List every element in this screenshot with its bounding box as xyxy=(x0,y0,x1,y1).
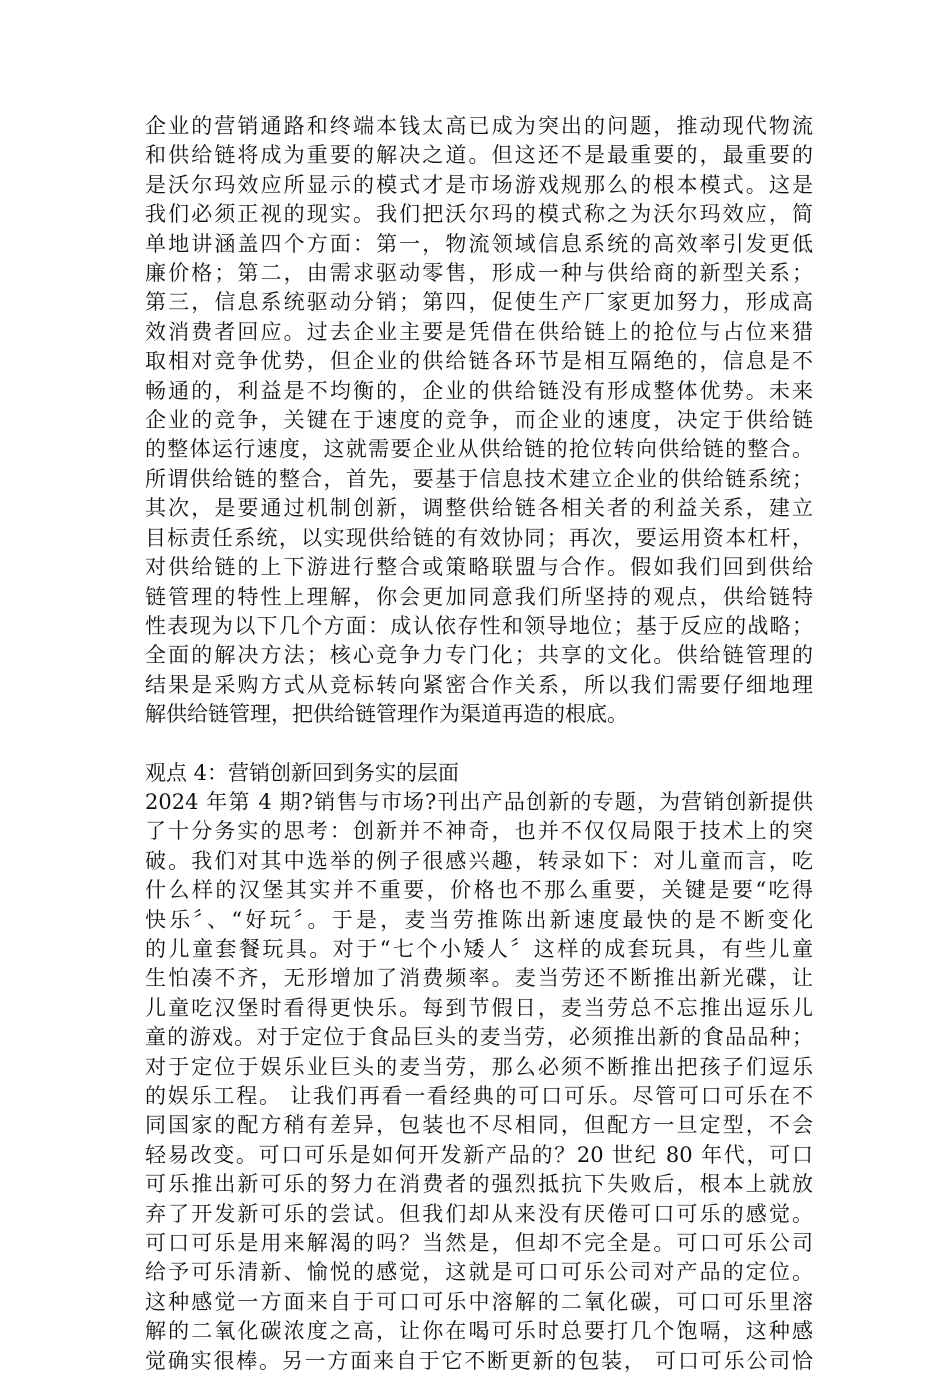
text-line: 什么样的汉堡其实并不重要，价格也不那么重要，关键是要“吃得 xyxy=(145,878,813,903)
text-line: 了十分务实的思考：创新并不神奇，也并不仅仅局限于技术上的突 xyxy=(145,819,813,844)
text-line: 2024 年第 4 期?销售与市场?刊出产品创新的专题，为营销创新提供 xyxy=(145,789,813,814)
text-line: 童的游戏。对于定位于食品巨头的麦当劳，必须推出新的食品品种； xyxy=(145,1025,813,1050)
text-line: 性表现为以下几个方面：成认依存性和领导地位；基于反应的战略； xyxy=(145,613,813,638)
text-line: 解供给链管理，把供给链管理作为渠道再造的根底。 xyxy=(145,702,628,727)
text-line: 给予可乐清新、愉悦的感觉，这就是可口可乐公司对产品的定位。 xyxy=(145,1260,813,1285)
text-line: 快乐〞、“好玩〞。于是，麦当劳推陈出新速度最快的是不断变化 xyxy=(145,907,813,932)
document-page xyxy=(145,112,813,1376)
text-line: 解的二氧化碳浓度之高，让你在喝可乐时总要打几个饱嗝，这种感 xyxy=(145,1319,813,1344)
text-line: 儿童吃汉堡时看得更快乐。每到节假日，麦当劳总不忘推出逗乐儿 xyxy=(145,995,813,1020)
text-line: 的娱乐工程。 让我们再看一看经典的可口可乐。尽管可口可乐在不 xyxy=(145,1084,813,1108)
paragraph-marketing-innovation xyxy=(145,788,813,1376)
text-line: 结果是采购方式从竞标转向紧密合作关系，所以我们需要仔细地理 xyxy=(145,672,813,697)
text-line: 取相对竞争优势，但企业的供给链各环节是相互隔绝的，信息是不 xyxy=(145,349,813,374)
text-line: 对于定位于娱乐业巨头的麦当劳，那么必须不断推出把孩子们逗乐 xyxy=(145,1054,813,1079)
text-line: 破。我们对其中选举的例子很感兴趣，转录如下：对儿童而言，吃 xyxy=(145,848,813,873)
text-line: 其次，是要通过机制创新，调整供给链各相关者的利益关系，建立 xyxy=(145,496,813,521)
text-line: 轻易改变。可口可乐是如何开发新产品的？20 世纪 80 年代，可口 xyxy=(145,1142,813,1167)
text-line: 的整体运行速度，这就需要企业从供给链的抢位转向供给链的整合。 xyxy=(145,437,813,462)
text-line: 单地讲涵盖四个方面：第一，物流领域信息系统的高效率引发更低 xyxy=(145,231,813,256)
text-line: 效消费者回应。过去企业主要是凭借在供给链上的抢位与占位来猎 xyxy=(145,319,813,344)
section-heading: 观点 4：营销创新回到务实的层面 xyxy=(145,760,460,785)
text-line: 链管理的特性上理解，你会更加同意我们所坚持的观点，供给链特 xyxy=(145,584,813,609)
text-line: 对供给链的上下游进行整合或策略联盟与合作。假如我们回到供给 xyxy=(145,555,813,580)
text-line: 所谓供给链的整合，首先，要基于信息技术建立企业的供给链系统； xyxy=(145,466,813,491)
text-line: 觉确实很棒。另一方面来自于它不断更新的包装， 可口可乐公司恰 xyxy=(145,1348,813,1373)
text-line: 和供给链将成为重要的解决之道。但这还不是最重要的，最重要的 xyxy=(145,143,813,168)
text-line: 第三，信息系统驱动分销；第四，促使生产厂家更加努力，形成高 xyxy=(145,290,813,315)
text-line: 同国家的配方稍有差异，包装也不尽相同，但配方一旦定型，不会 xyxy=(145,1113,813,1138)
text-line: 的儿童套餐玩具。对于“七个小矮人〞这样的成套玩具，有些儿童 xyxy=(145,936,813,961)
text-line: 企业的竞争，关键在于速度的竞争，而企业的速度，决定于供给链 xyxy=(145,408,813,433)
text-line: 廉价格；第二，由需求驱动零售，形成一种与供给商的新型关系； xyxy=(145,261,813,286)
text-line: 生怕凑不齐，无形增加了消费频率。麦当劳还不断推出新光碟，让 xyxy=(145,966,813,991)
text-line: 可口可乐是用来解渴的吗？当然是，但却不完全是。可口可乐公司 xyxy=(145,1231,813,1256)
text-line: 是沃尔玛效应所显示的模式才是市场游戏规那么的根本模式。这是 xyxy=(145,172,813,197)
text-line: 企业的营销通路和终端本钱太高已成为突出的问题，推动现代物流 xyxy=(145,114,813,138)
text-line: 畅通的，利益是不均衡的，企业的供给链没有形成整体优势。未来 xyxy=(145,378,813,403)
text-line: 全面的解决方法；核心竞争力专门化；共享的文化。供给链管理的 xyxy=(145,643,813,668)
text-line: 目标责任系统，以实现供给链的有效协同；再次，要运用资本杠杆， xyxy=(145,525,813,550)
text-line: 这种感觉一方面来自于可口可乐中溶解的二氧化碳，可口可乐里溶 xyxy=(145,1289,813,1314)
text-line: 我们必须正视的现实。我们把沃尔玛的模式称之为沃尔玛效应，简 xyxy=(145,202,813,227)
paragraph-supply-chain xyxy=(145,112,813,730)
text-line: 可乐推出新可乐的努力在消费者的强烈抵抗下失败后，根本上就放 xyxy=(145,1172,813,1197)
text-line: 弃了开发新可乐的尝试。但我们却从来没有厌倦可口可乐的感觉。 xyxy=(145,1201,813,1226)
